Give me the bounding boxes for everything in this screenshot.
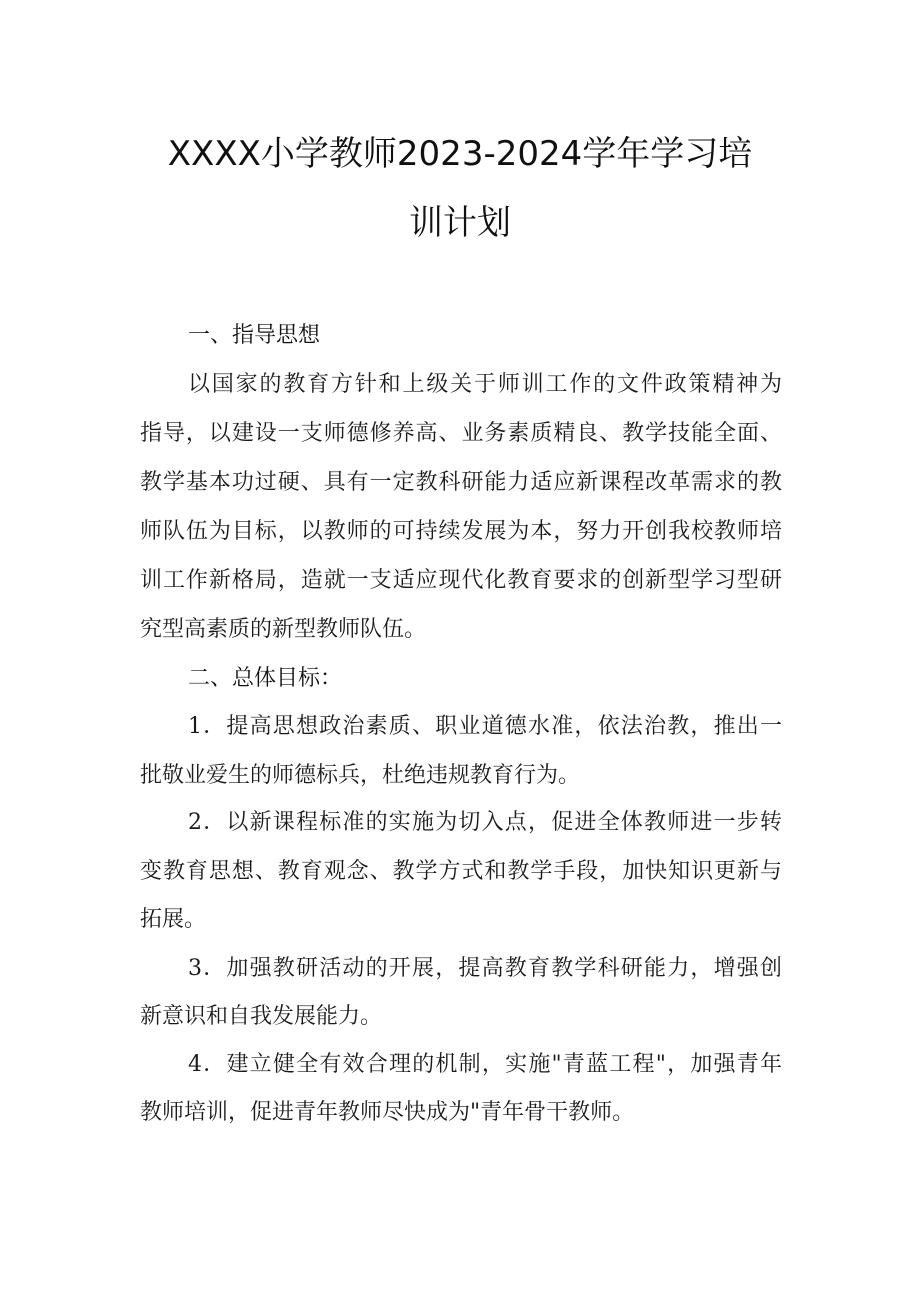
list-item-line: 新意识和自我发展能力。 [140,1004,383,1029]
list-item-line: 拓展。 [140,907,207,932]
list-item-line: 2．以新课程标准的实施为切入点，促进全体教师进一步转 [188,810,782,835]
list-item-line: 批敬业爱生的师德标兵，杜绝违规教育行为。 [140,763,581,788]
paragraph-line: 教学基本功过硬、具有一定教科研能力适应新课程改革需求的教 [140,470,782,495]
paragraph-line: 师队伍为目标，以教师的可持续发展为本，努力开创我校教师培 [140,519,782,544]
list-item-line: 1．提高思想政治素质、职业道德水准，依法治教，推出一 [188,714,782,739]
document-title-line-2: 训计划 [409,203,511,243]
list-item-line: 3．加强教研活动的开展，提高教育教学科研能力，增强创 [188,956,782,981]
list-item-line: 变教育思想、教育观念、教学方式和教学手段，加快知识更新与 [140,859,782,884]
paragraph-line: 指导，以建设一支师德修养高、业务素质精良、教学技能全面、 [140,421,782,446]
paragraph-line: 究型高素质的新型教师队伍。 [140,617,427,642]
paragraph-line: 以国家的教育方针和上级关于师训工作的文件政策精神为 [188,372,782,397]
section-heading-overall-goals: 二、总体目标： [188,666,343,691]
paragraph-line: 训工作新格局，造就一支适应现代化教育要求的创新型学习型研 [140,568,782,593]
document-title-line-1: XXXX小学教师2023-2024学年学习培 [167,134,753,174]
list-item-line: 4．建立健全有效合理的机制，实施"青蓝工程"，加强青年 [188,1052,782,1077]
list-item-line: 教师培训，促进青年教师尽快成为"青年骨干教师。 [140,1100,635,1125]
section-heading-guiding-ideology: 一、指导思想 [188,323,321,348]
